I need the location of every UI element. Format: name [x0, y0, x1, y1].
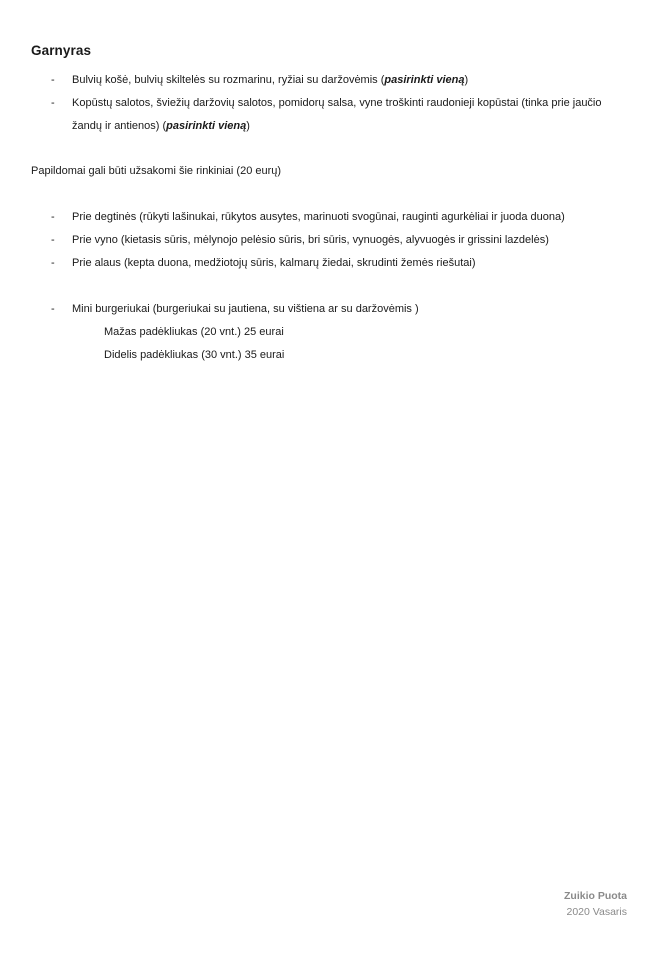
bullet-dash: -: [51, 257, 55, 269]
extras-item: Prie alaus (kepta duona, medžiotojų sūris, kalmarų žiedai, skrudinti žemės riešutai): [72, 257, 476, 269]
burgers-item: Mini burgeriukai (burgeriukai su jautiena, su vištiena ar su daržovėmis ): [72, 303, 419, 315]
extras-item: Prie vyno (kietasis sūris, mėlynojo pelėsio sūris, bri sūris, vynuogės, alyvuogės ir grissini lazdelės): [72, 234, 549, 246]
emphasis-text: pasirinkti vieną: [166, 120, 247, 132]
bullet-dash: -: [51, 97, 55, 109]
extras-item: Prie degtinės (rūkyti lašinukai, rūkytos ausytes, marinuoti svogūnai, rauginti agurkėliai ir juoda duona): [72, 211, 565, 223]
garnish-item: Bulvių košė, bulvių skiltelės su rozmarinu, ryžiai su daržovėmis (pasirinkti vieną): [72, 74, 469, 86]
extras-intro: Papildomai gali būti užsakomi šie rinkiniai (20 eurų): [31, 165, 282, 177]
footer-season: 2020 Vasaris: [566, 906, 627, 918]
burgers-option: Didelis padėkliukas (30 vnt.) 35 eurai: [104, 349, 285, 361]
bullet-dash: -: [51, 234, 55, 246]
bullet-dash: -: [51, 303, 55, 315]
bullet-dash: -: [51, 74, 55, 86]
bullet-dash: -: [51, 211, 55, 223]
burgers-option: Mažas padėkliukas (20 vnt.) 25 eurai: [104, 326, 284, 338]
emphasis-text: pasirinkti vieną: [384, 74, 465, 86]
section-heading: Garnyras: [31, 43, 92, 58]
footer-brand: Zuikio Puota: [564, 890, 627, 902]
garnish-item: Kopūstų salotos, šviežių daržovių salotos, pomidorų salsa, vyne troškinti raudonieji kopūstai (tinka prie jaučio žandų ir antienos) (pasirinkti vieną): [72, 97, 602, 132]
